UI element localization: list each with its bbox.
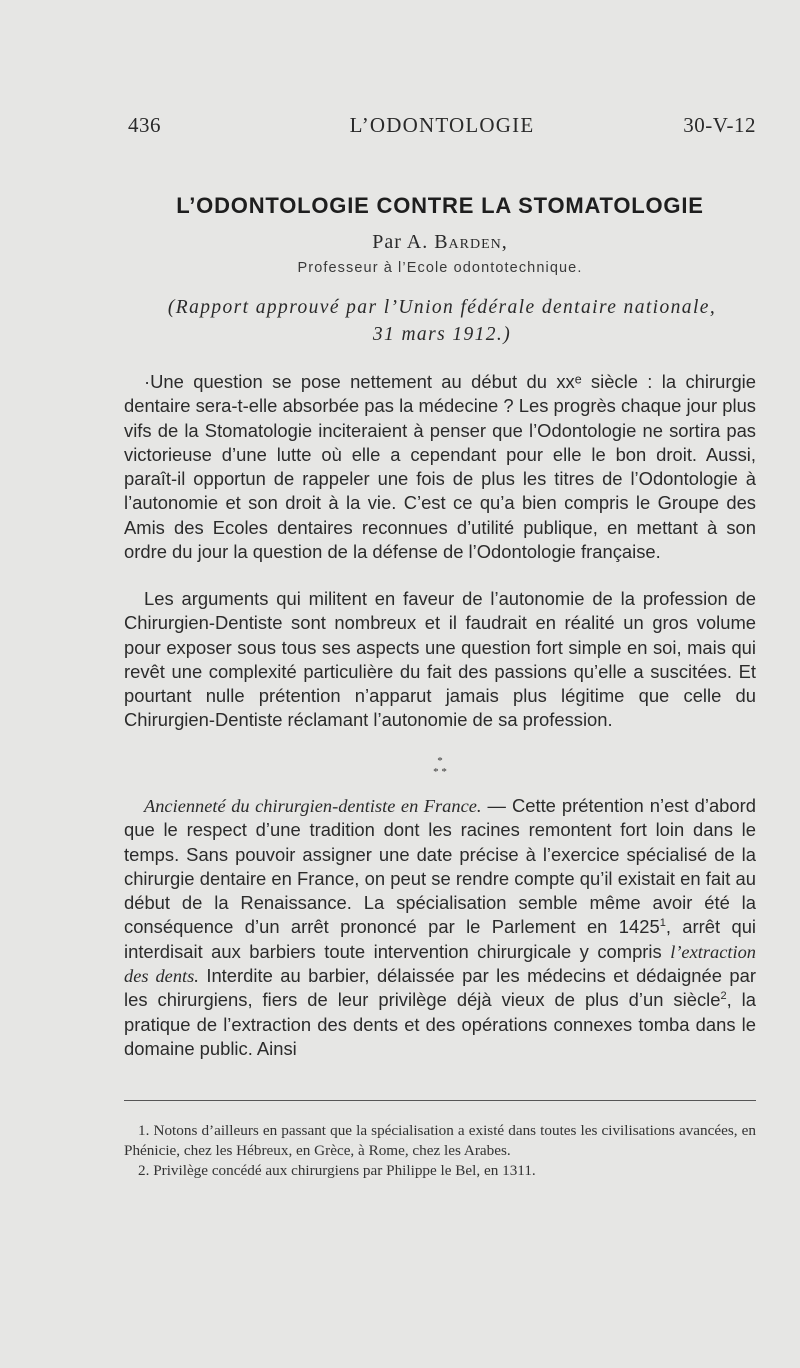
page-number: 436 — [128, 113, 161, 137]
footnote-ref-2: 2 — [720, 990, 727, 1003]
report-note-line1: (Rapport approuvé par l’Union fédérale dentaire nationale, — [167, 297, 717, 318]
paragraph-3-text-c: Interdite au barbier, délaissée par les médecins et dédaignée par les chirurgiens, fiers de leur privilège déjà vieux de plus d’un siècle — [124, 965, 757, 1011]
paragraph-3 — [124, 794, 756, 1061]
footnote-1: 1. Notons d’ailleurs en passant que la spécialisation a existé dans toutes les civilisations avancées, en Phénicie, chez les Hébreux, en Grèce, à Rome, chez les Arabes. — [124, 1122, 756, 1159]
footnote-2: 2. Privilège concédé aux chirurgiens par Philippe le Bel, en 1311. — [138, 1162, 536, 1179]
author-affiliation: Professeur à l’Ecole odontotechnique. — [297, 260, 583, 276]
running-header — [128, 113, 756, 141]
article-title: L’ODONTOLOGIE CONTRE LA STOMATOLOGIE — [176, 193, 704, 218]
footnote-ref-1: 1 — [659, 917, 666, 930]
byline — [120, 231, 760, 254]
paragraph-1: ·Une question se pose nettement au début du xxᵉ siècle : la chirurgie dentaire sera-t-elle absorbée pas la médecine ? Les progrès chaque jour plus vifs de la Stomatologie inciteraient à penser que l’Odontologie ne sortira pas victorieuse d’une lutte où elle a cependant pour elle le bon droit. Aussi, paraît-il opportun de rappeler une fois de plus les titres de l’Odontologie à l’autonomie et son droit à la vie. C’est ce qu’a bien compris le Groupe des Amis des Ecoles dentaires reconnues d’utilité publique, en mettant à son ordre du jour la question de la défense de l’Odontologie française. — [124, 371, 756, 563]
paragraph-3-text-d: , la pratique de l’extraction des dents et des opérations connexes tomba dans le domaine public. Ainsi — [124, 989, 756, 1059]
running-title: L’ODONTOLOGIE — [349, 113, 535, 137]
footnotes — [124, 1121, 756, 1181]
section-break-asterism — [124, 756, 756, 778]
asterism-bottom: * * — [433, 766, 447, 778]
footnote-rule — [124, 1100, 756, 1101]
paragraph-3-block — [124, 794, 756, 1061]
issue-date: 30-V-12 — [683, 113, 756, 137]
asterism-top: * — [437, 755, 443, 767]
report-note-line2: 31 mars 1912.) — [372, 324, 512, 345]
italic-phrase: l’extraction des dents. — [124, 941, 756, 987]
report-note — [128, 294, 756, 348]
author-name: Barden, — [434, 231, 508, 253]
paragraph-2: Les arguments qui militent en faveur de l’autonomie de la profession de Chirurgien-Dentiste sont nombreux et il faudrait en réalité un gros volume pour exposer sous tous ses aspects une question fort simple en soi, mais qui revêt une complexité particulière du fait des passions qu’elle a suscitées. Et pourtant nulle prétention n’apparut jamais plus légitime que celle du Chirurgien-Dentiste réclamant l’autonomie de sa profession. — [124, 588, 756, 731]
paragraph-3-text-a: — Cette prétention n’est d’abord que le respect d’une tradition dont les racines remontent fort loin dans le temps. Sans pouvoir assigner une date précise à l’exercice spécialisé de la chirurgie dentaire en France, on peut se rendre compte qu’il existait en fait au début de la Renaissance. La spécialisation semble même avoir été la conséquence d’un arrêt prononcé par le Parlement en 1425 — [124, 795, 756, 938]
paragraph-3-text-b: , arrêt qui interdisait aux barbiers toute intervention chirurgicale y compris — [124, 916, 757, 962]
byline-prefix: Par A. — [372, 231, 429, 253]
section-heading: Ancienneté du chirurgien-dentiste en France. — [144, 796, 482, 816]
paragraph-2-block — [124, 587, 756, 733]
paragraph-1-block — [124, 370, 756, 564]
